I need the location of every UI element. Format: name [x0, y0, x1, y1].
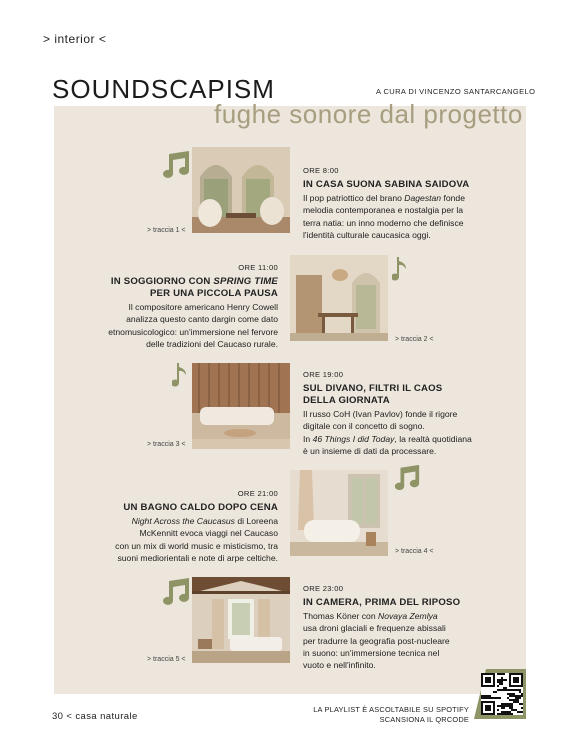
italic-title: SPRING TIME [213, 276, 278, 288]
entry-time: ORE 8:00 [303, 166, 339, 175]
music-note-icon [392, 255, 410, 283]
entry-time: ORE 19:00 [303, 370, 344, 379]
entry-time: ORE 23:00 [303, 584, 344, 593]
track-label-2: > traccia 2 < [395, 336, 434, 343]
living-room-arches-photo [192, 147, 290, 233]
entry-heading: SUL DIVANO, FILTRI IL CAOS DELLA GIORNATA [303, 383, 443, 407]
entry-body: Il pop patriottico del brano Dagestan fonde melodia contemporanea e nostalgia per la terra natia: un inno moderno che definisce l'identità culturale caucasica oggi. [303, 193, 465, 240]
track-label-3: > traccia 3 < [147, 441, 186, 448]
music-note-icon [160, 150, 192, 180]
page-title: SOUNDSCAPISM [52, 74, 275, 104]
entry-heading: IN CASA SUONA SABINA SAIDOVA [303, 179, 470, 191]
entry-2 [70, 262, 278, 350]
track-label-4: > traccia 4 < [395, 548, 434, 555]
page-subtitle: fughe sonore dal progetto [214, 99, 523, 129]
entry-heading: IN SOGGIORNO CON SPRING TIME PER UNA PICCOLA PAUSA [110, 276, 278, 300]
curator-credit: A CURA DI VINCENZO SANTARCANGELO [376, 87, 536, 96]
playlist-note [290, 705, 469, 725]
italic-title: Dagestan [404, 193, 442, 204]
entry-heading: IN CAMERA, PRIMA DEL RIPOSO [303, 597, 461, 609]
playlist-line-1: LA PLAYLIST È ASCOLTABILE SU SPOTIFY [313, 705, 469, 714]
entry-5 [303, 583, 518, 671]
entry-4 [70, 488, 278, 564]
page-folio: 30 < casa naturale [52, 711, 138, 722]
bedroom-photo [192, 577, 290, 663]
entry-body: Il compositore americano Henry Cowell analizza questo canto dargin come dato etnomusicologico: un'immersione nel fervore delle tradizioni del Caucaso rurale. [108, 302, 278, 349]
dining-room-photo [290, 255, 388, 341]
italic-title: 46 Things I did Today [312, 433, 395, 444]
music-note-icon [172, 361, 190, 389]
italic-title: Novaya Zemlya [378, 611, 438, 622]
qr-code[interactable] [481, 673, 523, 715]
entry-heading: UN BAGNO CALDO DOPO CENA [123, 502, 278, 514]
playlist-line-2: SCANSIONA IL QRCODE [379, 715, 469, 724]
entry-body: Night Across the Caucasus di Loreena McKennitt evoca viaggi nel Caucaso con un mix di world music e misticismo, tra suoni mediorientali e note di arpe celtiche. [115, 516, 278, 563]
music-note-icon [160, 577, 192, 607]
entry-body: Thomas Köner con Novaya Zemlya usa droni glaciali e frequenze abissali per tradurre la geografia post-nucleare in suono: un'immersione tecnica nel vuoto e nell'infinito. [303, 611, 450, 671]
bathroom-tub-photo [290, 470, 388, 556]
entry-body: Il russo CoH (Ivan Pavlov) fonde il rigore digitale con il concetto di sogno. In 46 Things I did Today, la realtà quotidiana è un insieme di dati da processare. [303, 409, 472, 456]
entry-time: ORE 11:00 [238, 263, 278, 272]
section-tag: > interior < [43, 32, 107, 46]
track-label-5: > traccia 5 < [147, 656, 186, 663]
entry-1 [303, 165, 518, 241]
track-label-1: > traccia 1 < [147, 227, 186, 234]
entry-3 [303, 369, 518, 457]
sofa-living-room-photo [192, 363, 290, 449]
music-note-icon [392, 464, 422, 492]
italic-title: Night Across the Caucasus [131, 516, 235, 527]
entry-time: ORE 21:00 [237, 489, 278, 498]
